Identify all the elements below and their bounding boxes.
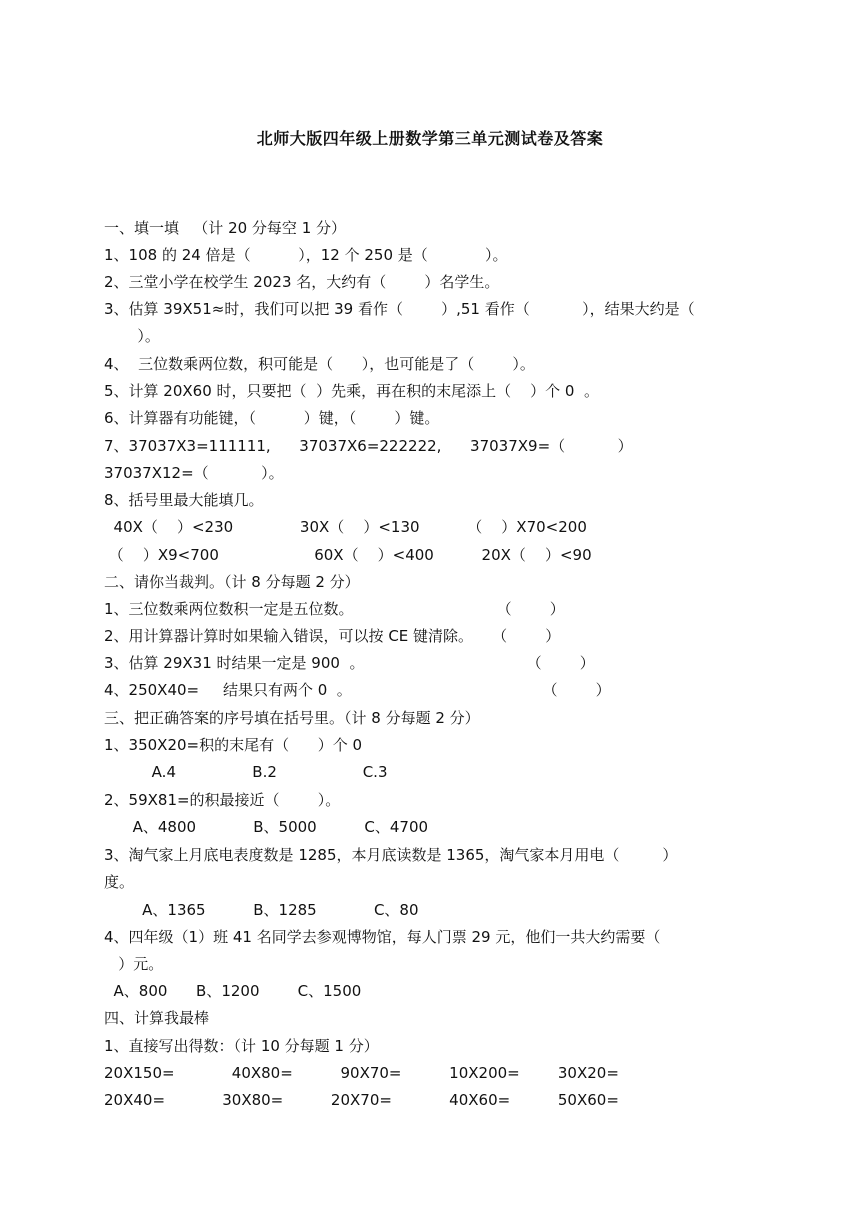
text-line: ）。 (104, 327, 160, 345)
text-line: A.4 B.2 C.3 (104, 763, 388, 781)
text-line: A、800 B、1200 C、1500 (104, 982, 362, 1000)
text-line: 3、估算 29X31 时结果一定是 900 。 （ ） (104, 654, 595, 672)
text-line: 8、括号里最大能填几。 (104, 491, 264, 509)
text-line: 4、 三位数乘两位数，积可能是（ ），也可能是了（ ）。 (104, 355, 535, 373)
text-line: 7、37037X3=111111, 37037X6=222222, 37037X9=（ ） (104, 437, 633, 455)
text-line: 1、三位数乘两位数积一定是五位数。 （ ） (104, 600, 565, 618)
text-line: 4、四年级（1）班 41 名同学去参观博物馆，每人门票 29 元，他们一共大约需要（ (104, 928, 661, 946)
text-line: 2、用计算器计算时如果输入错误，可以按 CE 键清除。 （ ） (104, 627, 561, 645)
text-line: 2、三堂小学在校学生 2023 名，大约有（ ）名学生。 (104, 273, 500, 291)
text-line: 3、淘气家上月底电表度数是 1285，本月底读数是 1365，淘气家本月用电（ ） (104, 846, 678, 864)
text-line: A、1365 B、1285 C、80 (104, 901, 419, 919)
document-title: 北师大版四年级上册数学第三单元测试卷及答案 (256, 129, 604, 148)
text-line: 二、请你当裁判。（计 8 分每题 2 分） (104, 573, 360, 591)
text-line: 3、估算 39X51≈时，我们可以把 39 看作（ ）,51 看作（ ），结果大约是（ (104, 300, 695, 318)
text-line: 一、填一填 （计 20 分每空 1 分） (104, 219, 347, 237)
text-line: A、4800 B、5000 C、4700 (104, 818, 429, 836)
text-line: 四、计算我最棒 (104, 1009, 210, 1027)
text-line: 1、直接写出得数：（计 10 分每题 1 分） (104, 1037, 379, 1055)
text-line: 4、250X40= 结果只有两个 0 。 （ ） (104, 681, 611, 699)
text-line: 5、计算 20X60 时，只要把（ ）先乘，再在积的末尾添上（ ）个 0 。 (104, 382, 599, 400)
text-line: 2、59X81=的积最接近（ ）。 (104, 791, 341, 809)
text-line: 20X40= 30X80= 20X70= 40X60= 50X60= (104, 1091, 619, 1109)
text-line: 40X（ ）<230 30X（ ）<130 （ ）X70<200 (104, 518, 587, 536)
text-line: 20X150= 40X80= 90X70= 10X200= 30X20= (104, 1064, 619, 1082)
text-line: ）元。 (104, 955, 164, 973)
text-line: 1、350X20=积的末尾有（ ）个 0 (104, 736, 363, 754)
text-line: 三、把正确答案的序号填在括号里。（计 8 分每题 2 分） (104, 709, 480, 727)
text-line: （ ）X9<700 60X（ ）<400 20X（ ）<90 (104, 546, 592, 564)
text-line: 6、计算器有功能键，（ ）键，（ ）键。 (104, 409, 440, 427)
text-line: 37037X12=（ ）。 (104, 464, 284, 482)
text-line: 度。 (104, 873, 135, 891)
text-line: 1、108 的 24 倍是（ ），12 个 250 是（ ）。 (104, 246, 508, 264)
